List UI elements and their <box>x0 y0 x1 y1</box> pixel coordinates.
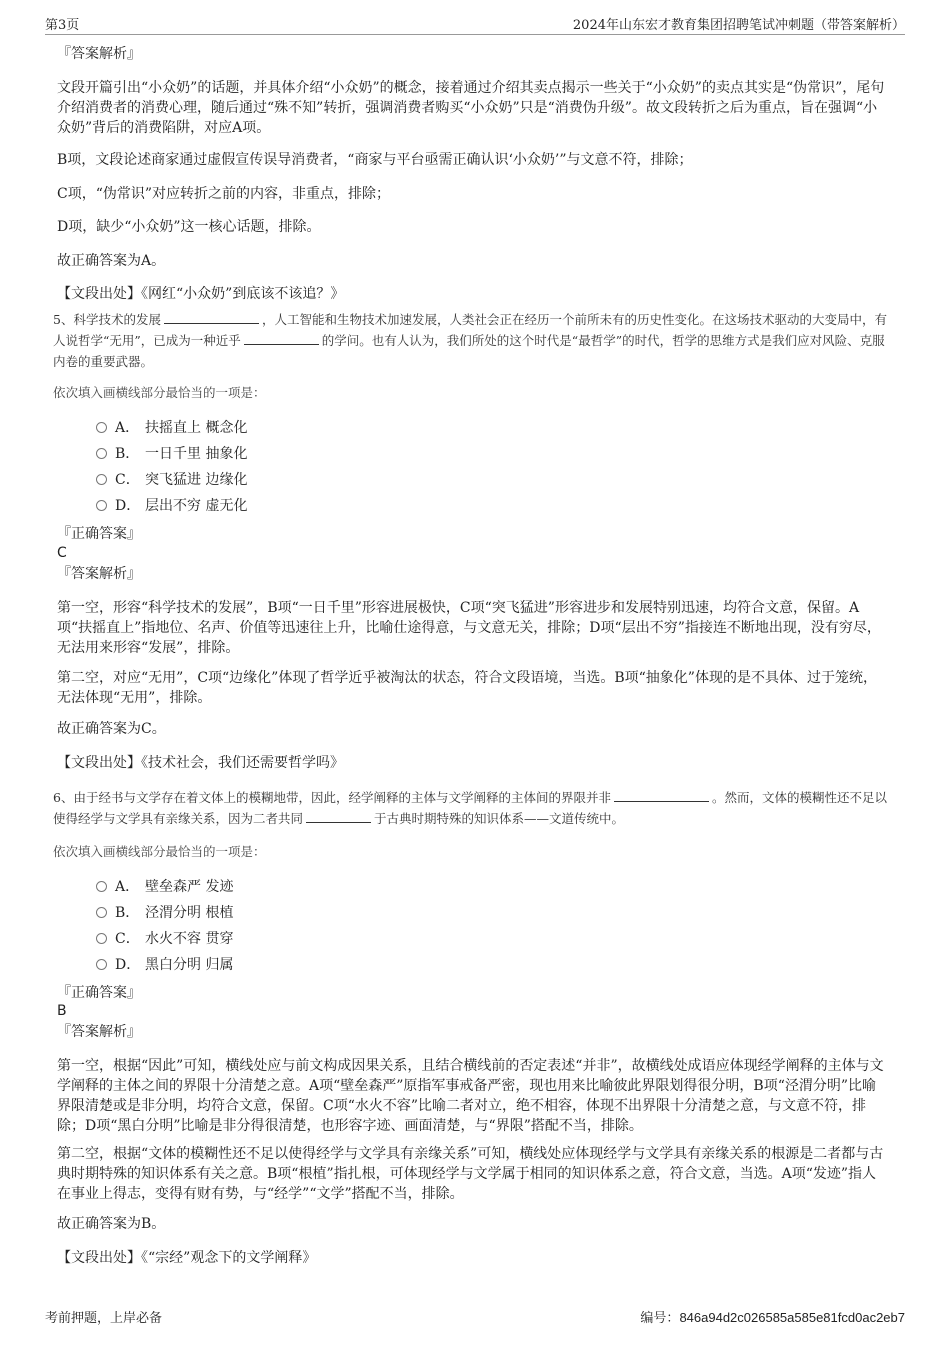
radio-icon[interactable] <box>96 933 107 944</box>
page-number: 第3页 <box>45 18 80 33</box>
q5-stem: 5、科学技术的发展 ，人工智能和生物技术加速发展，人类社会正在经历一个前所未有的历史性变化。在这场技术驱动的大变局中，有人说哲学“无用”，已成为一种近乎 的学问。也有人认为，我们所处的这个时代是“最哲学”的时代，哲学的思维方式是我们应对风险、克服内卷的重要武器。 <box>53 312 887 369</box>
q5-final-answer: 故正确答案为C。 <box>57 721 166 737</box>
q5-source: 【文段出处】《技术社会，我们还需要哲学吗》 <box>57 755 344 771</box>
q6-blank-1 <box>614 788 709 802</box>
q4-analysis-p2: B项，文段论述商家通过虚假宣传误导消费者，“商家与平台亟需正确认识‘小众奶’”与文意不符，排除； <box>57 152 693 168</box>
radio-icon[interactable] <box>96 907 107 918</box>
q6-option-c[interactable]: C． 水火不容 贯穿 <box>96 929 233 949</box>
q6-correct-answer: B <box>57 1003 67 1019</box>
q6-final-answer: 故正确答案为B。 <box>57 1216 166 1232</box>
q6-option-b[interactable]: B． 泾渭分明 根植 <box>96 903 233 923</box>
q6-analysis-label: 『答案解析』 <box>57 1024 141 1040</box>
q6-correct-label: 『正确答案』 <box>57 985 141 1001</box>
radio-icon[interactable] <box>96 422 107 433</box>
footer-slogan: 考前押题，上岸必备 <box>45 1311 163 1326</box>
page-header <box>45 12 905 35</box>
q6-stem: 6、由于经书与文学存在着文体上的模糊地带，因此，经学阐释的主体与文学阐释的主体间的界限并非 。然而，文体的模糊性还不足以使得经学与文学具有亲缘关系，因为二者共同 于古典时期特殊的知识体系——文道传统中。 <box>53 790 887 826</box>
radio-icon[interactable] <box>96 881 107 892</box>
q5-analysis-label: 『答案解析』 <box>57 566 141 582</box>
q6-blank-2 <box>306 809 371 823</box>
q4-analysis-block <box>57 44 890 64</box>
q4-final-answer: 故正确答案为A。 <box>57 253 166 269</box>
q5-analysis-p1: 第一空，形容“科学技术的发展”，B项“一日千里”形容进展极快，C项“突飞猛进”形容进步和发展特别迅速，均符合文意，保留。A项“扶摇直上”指地位、名声、价值等迅速往上升，比喻仕途得意，与文意无关，排除；D项“层出不穷”指接连不断地出现，没有穷尽，无法用来形容“发展”，排除。 <box>57 600 881 656</box>
document-code: 编号：846a94d2c026585a585e81fcd0ac2eb7 <box>640 1310 905 1326</box>
q6-source: 【文段出处】《“宗经”观念下的文学阐释》 <box>57 1250 317 1266</box>
q5-option-b[interactable]: B． 一日千里 抽象化 <box>96 444 247 464</box>
radio-icon[interactable] <box>96 474 107 485</box>
q5-blank-2 <box>244 331 319 345</box>
q5-option-a[interactable]: A． 扶摇直上 概念化 <box>96 418 247 438</box>
q6-option-d[interactable]: D． 黑白分明 归属 <box>96 955 233 975</box>
radio-icon[interactable] <box>96 959 107 970</box>
document-title: 2024年山东宏才教育集团招聘笔试冲刺题（带答案解析） <box>572 18 905 33</box>
q4-analysis-p1: 文段开篇引出“小众奶”的话题，并具体介绍“小众奶”的概念，接着通过介绍其卖点揭示一些关于“小众奶”的卖点其实是“伪常识”，尾句介绍消费者的消费心理，随后通过“殊不知”转折，强调消费者购买“小众奶”只是“消费伪升级”。故文段转折之后为重点，旨在强调“小众奶”背后的消费陷阱，对应A项。 <box>57 80 885 136</box>
q4-source: 【文段出处】《网红“小众奶”到底该不该追？》 <box>57 286 345 302</box>
q4-analysis-p4: D项，缺少“小众奶”这一核心话题，排除。 <box>57 219 321 235</box>
q5-correct-answer: C <box>57 545 67 561</box>
q6-instruction: 依次填入画横线部分最恰当的一项是： <box>53 844 266 859</box>
q4-analysis-p3: C项，“伪常识”对应转折之前的内容，非重点，排除； <box>57 186 391 202</box>
q6-option-a[interactable]: A． 壁垒森严 发迹 <box>96 877 233 897</box>
radio-icon[interactable] <box>96 448 107 459</box>
q5-correct-label: 『正确答案』 <box>57 526 141 542</box>
q6-analysis-p2: 第二空，根据“文体的模糊性还不足以使得经学与文学具有亲缘关系”可知，横线处应体现经学与文学具有亲缘关系的根源是二者都与古典时期特殊的知识体系有关之意。B项“根植”指扎根，可体现经学与文学属于相同的知识体系之意，符合文意，当选。A项“发迹”指人在事业上得志，变得有财有势，与“经学”“文学”搭配不当，排除。 <box>57 1146 884 1202</box>
q5-analysis-p2: 第二空，对应“无用”，C项“边缘化”体现了哲学近乎被淘汰的状态，符合文段语境，当选。B项“抽象化”体现的是不具体、过于笼统，无法体现“无用”，排除。 <box>57 670 877 706</box>
radio-icon[interactable] <box>96 500 107 511</box>
q5-blank-1 <box>164 310 259 324</box>
q4-analysis-label: 『答案解析』 <box>57 46 141 62</box>
q5-instruction: 依次填入画横线部分最恰当的一项是： <box>53 385 266 400</box>
q6-analysis-p1: 第一空，根据“因此”可知，横线处应与前文构成因果关系，且结合横线前的否定表述“并非”，故横线处成语应体现经学阐释的主体与文学阐释的主体之间的界限十分清楚之意。A项“壁垒森严”原指军事戒备严密，现也用来比喻彼此界限划得很分明，B项“泾渭分明”比喻界限清楚或是非分明，均符合文意，保留。C项“水火不容”比喻二者对立，绝不相容，体现不出界限十分清楚之意，与文意不符，排除；D项“黑白分明”比喻是非分得很清楚，也形容字迹、画面清楚，与“界限”搭配不当，排除。 <box>57 1058 884 1134</box>
q5-option-d[interactable]: D． 层出不穷 虚无化 <box>96 496 247 516</box>
q5-option-c[interactable]: C． 突飞猛进 边缘化 <box>96 470 247 490</box>
